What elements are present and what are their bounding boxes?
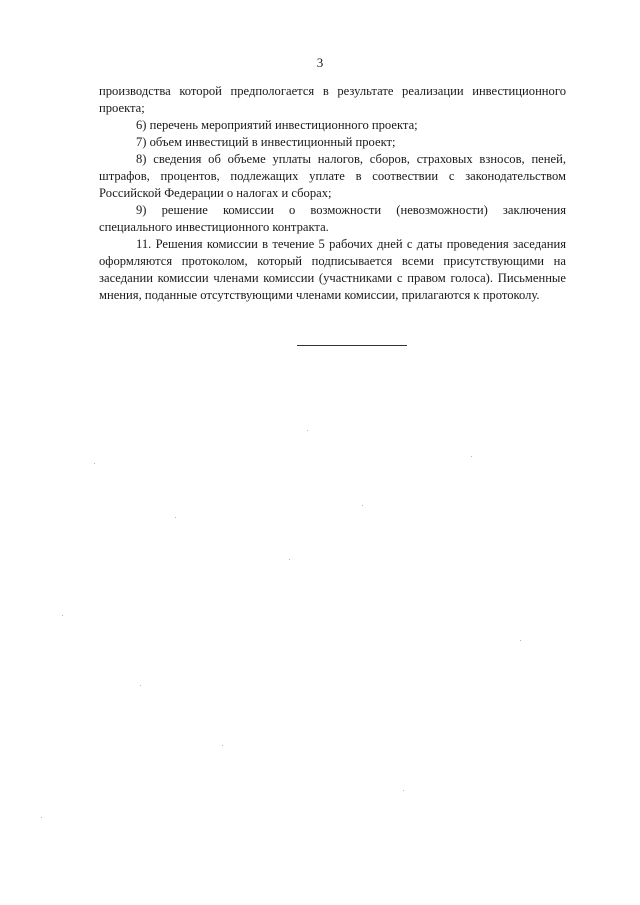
scan-speck xyxy=(94,463,95,464)
scan-speck xyxy=(140,685,141,686)
scan-speck xyxy=(41,817,42,818)
scan-speck xyxy=(289,559,290,560)
scan-speck xyxy=(175,517,176,518)
page-number: 3 xyxy=(316,55,324,70)
scan-speck xyxy=(222,745,223,746)
clause-11: 11. Решения комиссии в течение 5 рабочих дней с даты проведения заседания оформляются протоколом, который подписывается всеми присутствующими на заседании комиссии членами комиссии (участниками с правом голоса). Письменные мнения, поданные отсутствующими членами комиссии, прилагаются к протоколу. xyxy=(99,237,566,302)
list-item-8: 8) сведения об объеме уплаты налогов, сборов, страховых взносов, пеней, штрафов, процентов, подлежащих уплате в соотвествии с законодательством Российской Федерации о налогах и сборах; xyxy=(99,152,566,200)
scan-speck xyxy=(471,456,472,457)
list-item-6: 6) перечень мероприятий инвестиционного проекта; xyxy=(136,118,418,132)
scan-speck xyxy=(62,615,63,616)
scan-speck xyxy=(520,640,521,641)
scan-speck xyxy=(307,430,308,431)
scan-speck xyxy=(403,790,404,791)
paragraph-continuation: производства которой предпологается в результате реализации инвестиционного проекта; xyxy=(99,84,566,115)
scan-speck xyxy=(362,505,363,506)
list-item-9: 9) решение комиссии о возможности (невозможности) заключения специального инвестиционного контракта. xyxy=(99,203,566,234)
list-item-7: 7) объем инвестиций в инвестиционный проект; xyxy=(136,135,396,149)
end-of-document-rule xyxy=(297,345,407,346)
document-body xyxy=(99,83,566,304)
